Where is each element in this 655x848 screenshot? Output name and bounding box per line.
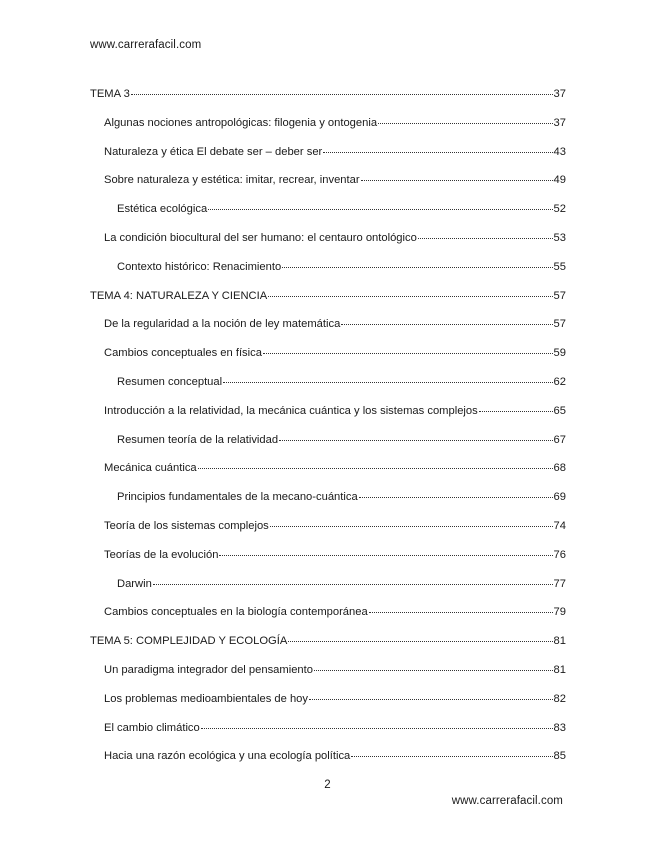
toc-entry-title: El cambio climático — [104, 721, 200, 734]
toc-entry[interactable] — [90, 345, 566, 374]
toc-dot-leader — [153, 574, 553, 585]
toc-dot-leader — [288, 631, 552, 642]
toc-dot-leader — [418, 228, 553, 239]
toc-entry[interactable] — [90, 316, 566, 345]
toc-entry[interactable] — [90, 288, 566, 317]
toc-dot-leader — [201, 718, 553, 729]
toc-entry-title: Un paradigma integrador del pensamiento — [104, 663, 313, 676]
toc-entry-page: 59 — [553, 347, 566, 360]
toc-dot-leader — [309, 689, 553, 700]
toc-entry-page: 77 — [553, 577, 566, 590]
toc-dot-leader — [208, 199, 552, 210]
toc-entry[interactable] — [90, 115, 566, 144]
toc-entry-page: 67 — [553, 433, 566, 446]
toc-entry-title: Resumen teoría de la relatividad — [117, 433, 279, 446]
toc-dot-leader — [314, 660, 553, 671]
toc-entry-page: 69 — [553, 491, 566, 504]
toc-dot-leader — [341, 314, 552, 325]
toc-entry-page: 55 — [553, 260, 566, 273]
toc-entry-page: 65 — [553, 404, 566, 417]
toc-dot-leader — [270, 516, 553, 527]
toc-entry-title: Sobre naturaleza y estética: imitar, recrear, inventar — [104, 174, 360, 187]
toc-entry-page: 53 — [553, 231, 566, 244]
toc-entry-title: TEMA 5: COMPLEJIDAD Y ECOLOGÍA — [90, 635, 288, 648]
toc-dot-leader — [263, 343, 553, 354]
toc-entry-page: 57 — [553, 318, 566, 331]
toc-entry-page: 81 — [553, 663, 566, 676]
footer-url: www.carrerafacil.com — [451, 795, 563, 807]
toc-entry-title: Resumen conceptual — [117, 375, 223, 388]
toc-entry-page: 57 — [553, 289, 566, 302]
toc-entry-title: Estética ecológica — [117, 203, 208, 216]
toc-entry-page: 76 — [553, 548, 566, 561]
toc-entry[interactable] — [90, 403, 566, 432]
toc-entry[interactable] — [90, 547, 566, 576]
toc-entry[interactable] — [90, 432, 566, 461]
toc-entry-page: 81 — [553, 635, 566, 648]
toc-entry-title: Hacia una razón ecológica y una ecología política — [104, 750, 351, 763]
toc-entry-title: Introducción a la relatividad, la mecánica cuántica y los sistemas complejos — [104, 404, 478, 417]
toc-entry-page: 43 — [553, 145, 566, 158]
toc-entry-title: De la regularidad a la noción de ley matemática — [104, 318, 341, 331]
toc-entry-title: Cambios conceptuales en física — [104, 347, 262, 360]
toc-entry[interactable] — [90, 230, 566, 259]
toc-entry[interactable] — [90, 86, 566, 115]
toc-entry-title: Teoría de los sistemas complejos — [104, 519, 269, 532]
toc-entry-title: Teorías de la evolución — [104, 548, 219, 561]
toc-dot-leader — [223, 372, 552, 383]
toc-dot-leader — [361, 170, 553, 181]
toc-entry[interactable] — [90, 201, 566, 230]
toc-entry-page: 68 — [553, 462, 566, 475]
toc-entry[interactable] — [90, 604, 566, 633]
toc-entry-title: Darwin — [117, 577, 152, 590]
toc-entry-page: 79 — [553, 606, 566, 619]
toc-dot-leader — [359, 487, 553, 498]
toc-entry[interactable] — [90, 691, 566, 720]
toc-entry[interactable] — [90, 748, 566, 777]
toc-dot-leader — [282, 257, 552, 268]
toc-entry-title: Naturaleza y ética El debate ser – deber ser — [104, 145, 323, 158]
toc-entry[interactable] — [90, 720, 566, 749]
toc-dot-leader — [479, 401, 553, 412]
toc-dot-leader — [131, 84, 553, 95]
toc-dot-leader — [219, 545, 552, 556]
toc-dot-leader — [351, 746, 552, 757]
toc-entry[interactable] — [90, 576, 566, 605]
page-number: 2 — [324, 779, 331, 791]
toc-entry-page: 74 — [553, 519, 566, 532]
toc-entry-page: 49 — [553, 174, 566, 187]
toc-dot-leader — [323, 142, 552, 153]
toc-entry-page: 83 — [553, 721, 566, 734]
toc-entry-title: Los problemas medioambientales de hoy — [104, 692, 308, 705]
toc-entry-page: 37 — [553, 88, 566, 100]
toc-entry[interactable] — [90, 489, 566, 518]
toc-entry[interactable] — [90, 144, 566, 173]
toc-entry-page: 62 — [553, 375, 566, 388]
toc-entry[interactable] — [90, 662, 566, 691]
table-of-contents — [90, 86, 566, 777]
header-url: www.carrerafacil.com — [90, 39, 202, 51]
toc-entry-title: TEMA 3 — [90, 88, 130, 100]
toc-dot-leader — [378, 113, 553, 124]
toc-entry-title: Mecánica cuántica — [104, 462, 197, 475]
toc-entry-title: TEMA 4: NATURALEZA Y CIENCIA — [90, 289, 268, 302]
toc-entry[interactable] — [90, 374, 566, 403]
toc-dot-leader — [268, 286, 552, 297]
toc-dot-leader — [198, 458, 553, 469]
toc-entry-title: Contexto histórico: Renacimiento — [117, 260, 282, 273]
toc-dot-leader — [369, 602, 553, 613]
toc-entry[interactable] — [90, 172, 566, 201]
toc-entry-title: La condición biocultural del ser humano: el centauro ontológico — [104, 231, 417, 244]
toc-entry[interactable] — [90, 460, 566, 489]
toc-entry-title: Cambios conceptuales en la biología contemporánea — [104, 606, 368, 619]
toc-entry-title: Algunas nociones antropológicas: filogenia y ontogenia — [104, 116, 378, 129]
toc-dot-leader — [279, 430, 552, 441]
toc-entry-page: 52 — [553, 203, 566, 216]
toc-entry[interactable] — [90, 633, 566, 662]
toc-entry-page: 82 — [553, 692, 566, 705]
toc-entry-title: Principios fundamentales de la mecano-cuántica — [117, 491, 358, 504]
toc-entry[interactable] — [90, 259, 566, 288]
toc-entry-page: 85 — [553, 750, 566, 763]
toc-entry[interactable] — [90, 518, 566, 547]
toc-entry-page: 37 — [553, 116, 566, 129]
